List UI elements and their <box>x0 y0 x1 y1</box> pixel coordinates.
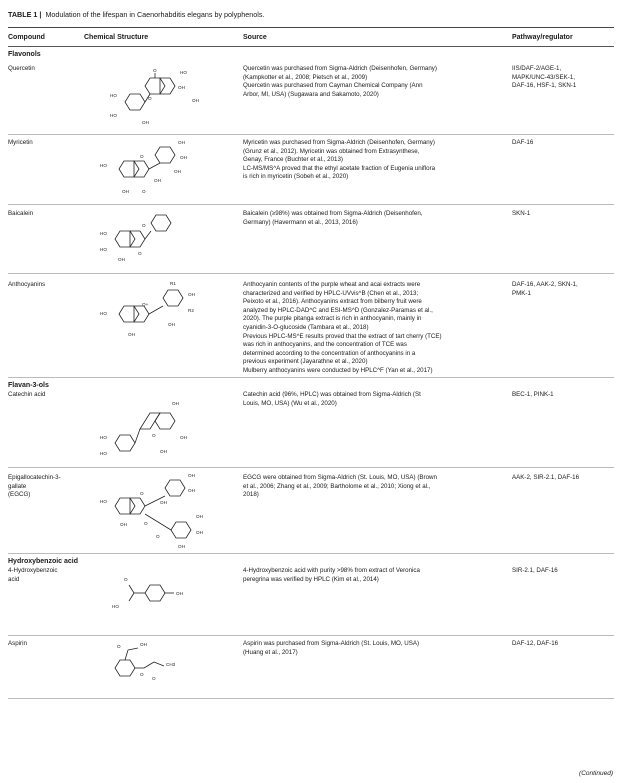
atom-label: OH <box>140 642 147 647</box>
atom-label: O <box>138 251 142 256</box>
atom-label: O <box>117 644 121 649</box>
atom-label: OH <box>178 544 185 549</box>
atom-label: OH <box>180 435 187 440</box>
atom-label: OH <box>192 98 199 103</box>
group-hydroxybenzoic-acid: Hydroxybenzoic acid <box>8 558 79 565</box>
aspirin-structure <box>84 636 234 700</box>
table-page <box>8 0 614 699</box>
compound-cell: Catechin acid <box>8 391 46 398</box>
source-cell: Anthocyanin contents of the purple wheat and acai extracts were characterized and verified by HPLC-UVvis^B (Chen et al., 2013; Peixoto et al., 2016). Anthocyanins extract from bilberry fruit were analyzed by HPLC-DAD^C and ESI-MS^D (Gonzalez-Paramas et al., 2020). The purple pitanga extract is rich in anthocyanin, mainly in cyanidin-3-O-glucoside (Tambara et al., 2018) Previous HPLC-MS^E results proved that the extract of tart cherry (TCE) was rich in anthocyanins, and the concentration of TCE was determined according to the concentration of anthocyanins in a previous experiment (Jayarathne et al., 2020) Mulberry anthocyanins were conducted by HPLC^F (Yan et al., 2017) <box>243 281 442 374</box>
header-source: Source <box>243 34 267 41</box>
table-row-quercetin <box>8 64 614 135</box>
header-pathway: Pathway/regulator <box>512 34 573 41</box>
atom-label: HO <box>100 163 107 168</box>
atom-label: HO <box>110 113 117 118</box>
atom-label: O <box>142 223 146 228</box>
source-cell: 4-Hydroxybenzoic acid with purity >98% from extract of Veronica peregrina was verified by HPLC (Kim et al., 2014) <box>243 567 420 583</box>
table-row-hydroxybenzoic <box>8 567 614 636</box>
atom-label: O <box>140 491 144 496</box>
table-row-catechin <box>8 391 614 468</box>
myricetin-structure <box>84 135 234 205</box>
hydroxybenzoic-structure <box>84 571 234 635</box>
header-compound: Compound <box>8 34 45 41</box>
baicalein-structure <box>84 205 234 275</box>
pathway-cell: BEC-1, PINK-1 <box>512 391 554 398</box>
atom-label: HO <box>100 499 107 504</box>
atom-label: R1 <box>170 281 176 286</box>
atom-label: OH <box>188 473 195 478</box>
table-caption <box>8 0 614 28</box>
group-flavan-3-ols: Flavan-3-ols <box>8 382 49 389</box>
atom-label: OH <box>128 332 135 337</box>
atom-label: HO <box>112 604 119 609</box>
source-cell: Catechin acid (96%, HPLC) was obtained from Sigma-Aldrich (St Louis, MO, USA) (Wu et al., 2020) <box>243 391 421 407</box>
continued-note: (Continued) <box>579 770 613 777</box>
table-caption-label: TABLE 1 | <box>8 10 42 19</box>
anthocyanins-structure <box>84 274 234 378</box>
table-caption-text: Modulation of the lifespan in Caenorhabditis elegans by polyphenols. <box>45 10 265 19</box>
catechin-structure <box>84 395 234 469</box>
atom-label: OH <box>154 178 161 183</box>
quercetin-structure <box>84 64 234 136</box>
compound-cell: Baicalein <box>8 210 34 217</box>
compound-cell: Quercetin <box>8 65 35 72</box>
atom-label: OH <box>176 591 183 596</box>
atom-label: HO <box>100 231 107 236</box>
compound-cell: 4-Hydroxybenzoic acid <box>8 567 58 583</box>
header-structure: Chemical Structure <box>84 34 149 41</box>
source-cell: Quercetin was purchased from Sigma-Aldrich (Deisenhofen, Germany) (Kampkotter et al., 2008; Pietsch et al., 2009) Quercetin was purchased from Cayman Chemical Company (Ann Arbor, MI, USA) (Sugawara and Sakamoto, 2020) <box>243 65 437 98</box>
table-row-anthocyanins <box>8 274 614 378</box>
atom-label: HO <box>180 70 187 75</box>
atom-label: OH <box>174 169 181 174</box>
atom-label: OH <box>160 449 167 454</box>
atom-label: O <box>153 68 157 73</box>
atom-label: HO <box>100 435 107 440</box>
atom-label: O <box>156 534 160 539</box>
atom-label: OH <box>178 140 185 145</box>
atom-label: CH3 <box>166 662 176 667</box>
atom-label: OH <box>196 530 203 535</box>
atom-label: O+ <box>142 302 149 307</box>
atom-label: OH <box>172 401 179 406</box>
source-cell: Aspirin was purchased from Sigma-Aldrich (St. Louis, MO, USA) (Huang et al., 2017) <box>243 640 420 656</box>
source-cell: Myricetin was purchased from Sigma-Aldrich (Deisenhofen, Germany) (Grunz et al., 2012). Myricetin was obtained from Extrasynthese, Genay, France (Buchter et al., 2013) LC-MS/MS^A proved that the ethyl acetate fraction of Eugenia uniflora is rich in myricetin (Sobeh et al., 2020) <box>243 139 436 181</box>
atom-label: OH <box>160 500 167 505</box>
atom-label: OH <box>168 322 175 327</box>
atom-label: OH <box>120 522 127 527</box>
group-flavonols: Flavonols <box>8 51 41 58</box>
atom-label: O <box>140 672 144 677</box>
table-row-baicalein <box>8 205 614 274</box>
atom-label: O <box>148 96 152 101</box>
atom-label: O <box>152 433 156 438</box>
atom-label: OH <box>122 189 129 194</box>
pathway-cell: DAF-12, DAF-16 <box>512 640 559 647</box>
atom-label: O <box>144 521 148 526</box>
table-row-myricetin <box>8 135 614 205</box>
pathway-cell: DAF-16, AAK-2, SKN-1, PMK-1 <box>512 281 578 297</box>
atom-label: O <box>140 154 144 159</box>
atom-label: O <box>124 577 128 582</box>
atom-label: O <box>142 189 146 194</box>
compound-cell: Myricetin <box>8 139 33 146</box>
pathway-cell: IIS/DAF-2/AGE-1, MAPK/UNC-43/SEK-1, DAF-16, HSF-1, SKN-1 <box>512 65 577 90</box>
atom-label: OH <box>142 120 149 125</box>
atom-label: HO <box>110 93 117 98</box>
atom-label: OH <box>196 514 203 519</box>
table-row-egcg <box>8 468 614 554</box>
compound-cell: Anthocyanins <box>8 281 46 288</box>
atom-label: OH <box>178 85 185 90</box>
atom-label: OH <box>180 155 187 160</box>
atom-label: OH <box>188 292 195 297</box>
pathway-cell: AAK-2, SIR-2.1, DAF-16 <box>512 474 580 481</box>
compound-cell: Epigallocatechin-3- gallate (EGCG) <box>8 474 61 499</box>
source-cell: Baicalein (≥98%) was obtained from Sigma-Aldrich (Deisenhofen, Germany) (Havermann et al., 2013, 2016) <box>243 210 423 226</box>
atom-label: HO <box>100 451 107 456</box>
atom-label: O <box>152 676 156 681</box>
atom-label: R2 <box>188 308 194 313</box>
compound-cell: Aspirin <box>8 640 27 647</box>
atom-label: HO <box>100 247 107 252</box>
atom-label: OH <box>118 257 125 262</box>
table-header <box>8 28 614 47</box>
atom-label: OH <box>188 488 195 493</box>
pathway-cell: DAF-16 <box>512 139 534 146</box>
table-row-aspirin <box>8 636 614 699</box>
source-cell: EGCG were obtained from Sigma-Aldrich (St. Louis, MO, USA) (Brown et al., 2006; Zhang et al., 2009; Bartholome et al., 2010; Xiong et al., 2018) <box>243 474 437 499</box>
atom-label: HO <box>100 311 107 316</box>
pathway-cell: SKN-1 <box>512 210 531 217</box>
egcg-structure <box>84 468 234 554</box>
pathway-cell: SIR-2.1, DAF-16 <box>512 567 558 574</box>
